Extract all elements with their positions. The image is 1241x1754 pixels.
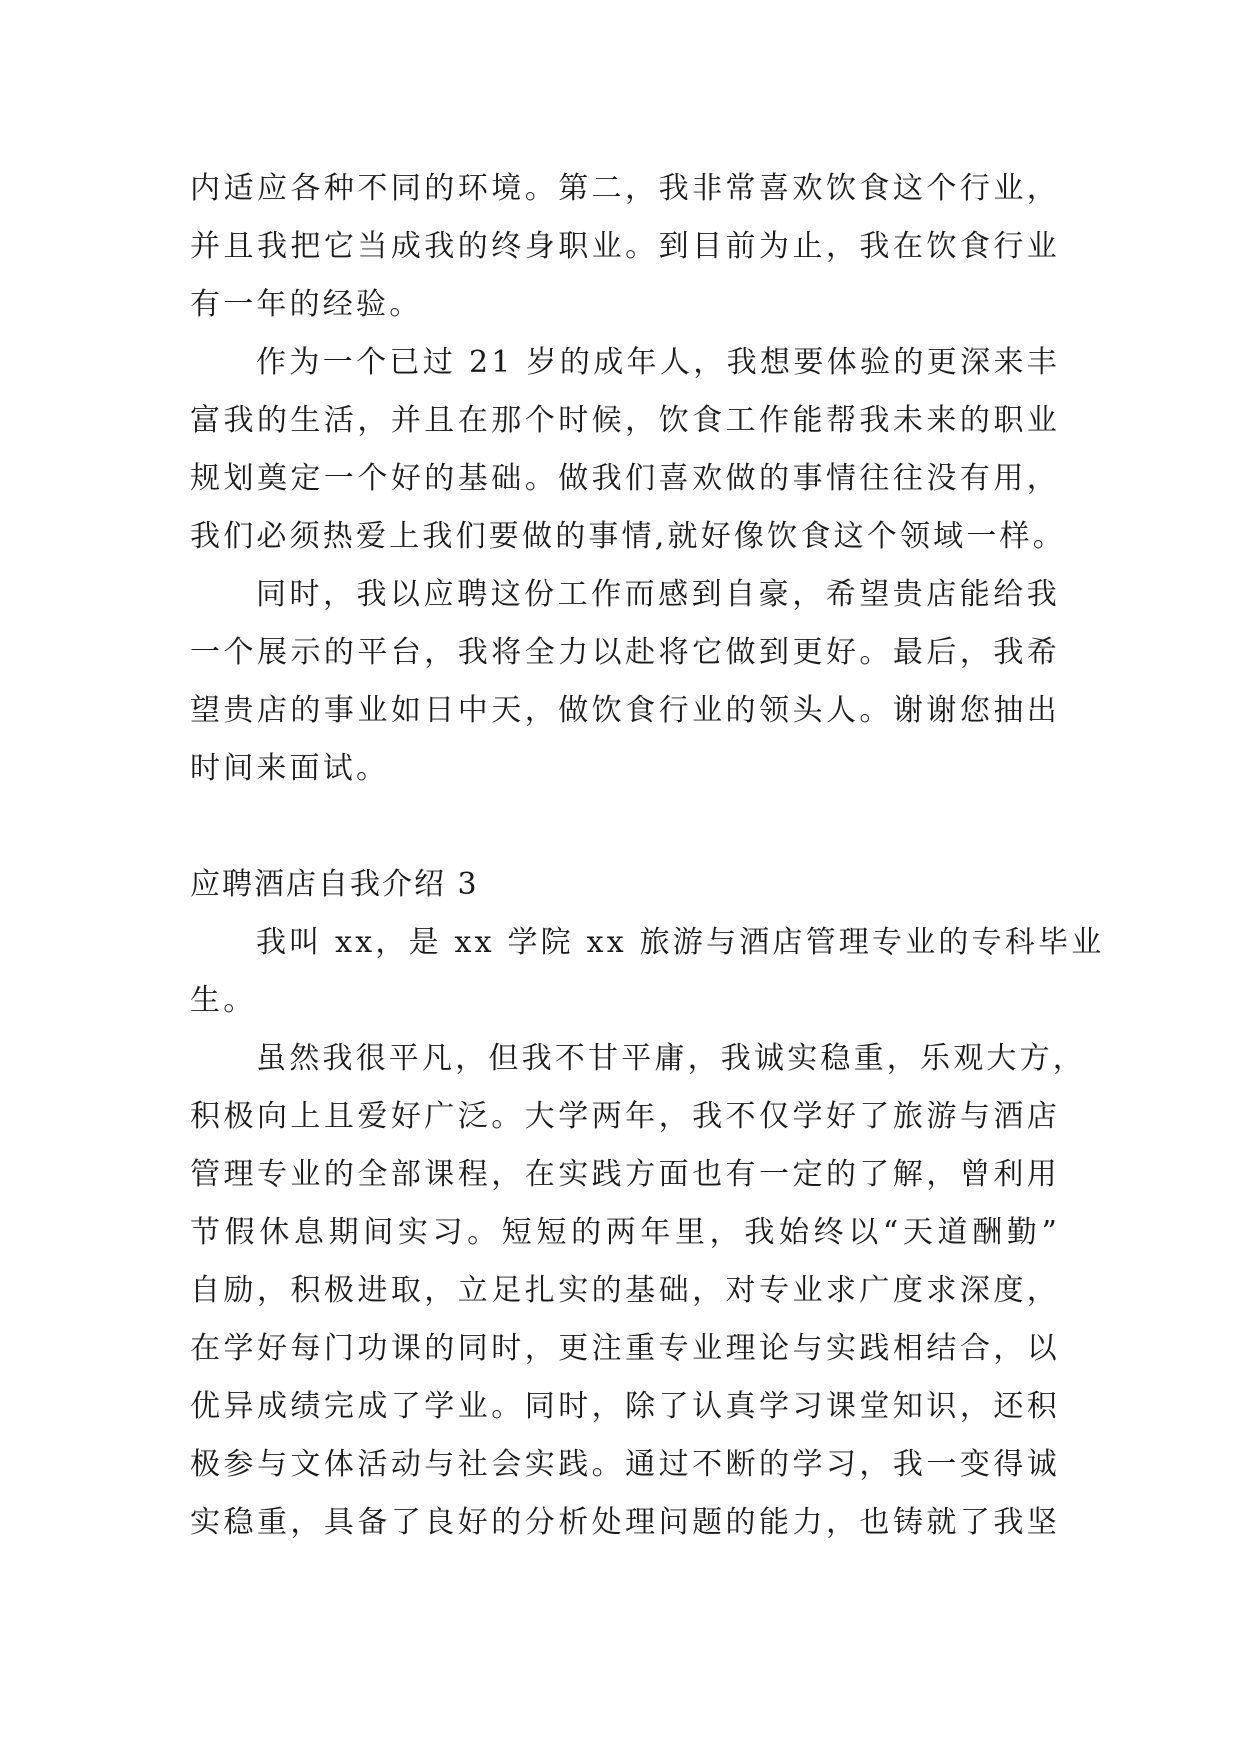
section-heading: 应聘酒店自我介绍 3 [190,867,479,902]
text-line: 优异成绩完成了学业。同时，除了认真学习课堂知识，还积 [190,1389,1060,1424]
document-body [190,160,1105,1552]
text-line: 极参与文体活动与社会实践。通过不断的学习，我一变得诚 [190,1447,1060,1482]
text-line: 管理专业的全部课程，在实践方面也有一定的了解，曾利用 [190,1157,1060,1192]
text-line: 在学好每门功课的同时，更注重专业理论与实践相结合，以 [190,1331,1060,1366]
paragraph [190,334,1066,566]
text-line: 作为一个已过 21 岁的成年人，我想要体验的更深来丰 [256,345,1060,380]
text-line: 积极向上且爱好广泛。大学两年，我不仅学好了旅游与酒店 [190,1099,1060,1134]
text-line: 虽然我很平凡，但我不甘平庸，我诚实稳重，乐观大方， [256,1041,1086,1076]
text-line: 我们必须热爱上我们要做的事情,就好像饮食这个领域一样。 [190,519,1066,554]
text-line: 并且我把它当成我的终身职业。到目前为止，我在饮食行业 [190,229,1060,264]
text-line: 内适应各种不同的环境。第二，我非常喜欢饮食这个行业， [190,171,1060,206]
text-line: 望贵店的事业如日中天，做饮食行业的领头人。谢谢您抽出 [190,693,1060,728]
text-line: 富我的生活，并且在那个时候，饮食工作能帮我未来的职业 [190,403,1060,438]
text-line: 节假休息期间实习。短短的两年里，我始终以“天道酬勤” [190,1215,1060,1250]
paragraph [190,1030,1086,1552]
text-line: 有一年的经验。 [190,287,423,322]
paragraph [190,160,1060,334]
text-line: 生。 [190,983,257,1018]
text-line: 一个展示的平台，我将全力以赴将它做到更好。最后，我希 [190,635,1060,670]
text-line: 我叫 xx，是 xx 学院 xx 旅游与酒店管理专业的专科毕业 [256,925,1105,960]
text-line: 同时，我以应聘这份工作而感到自豪，希望贵店能给我 [256,577,1060,612]
paragraph [190,914,1105,1030]
text-line: 时间来面试。 [190,751,390,786]
text-line: 自励，积极进取，立足扎实的基础，对专业求广度求深度， [190,1273,1060,1308]
text-line: 实稳重，具备了良好的分析处理问题的能力，也铸就了我坚 [190,1505,1060,1540]
paragraph [190,566,1060,798]
text-line: 规划奠定一个好的基础。做我们喜欢做的事情往往没有用， [190,461,1060,496]
